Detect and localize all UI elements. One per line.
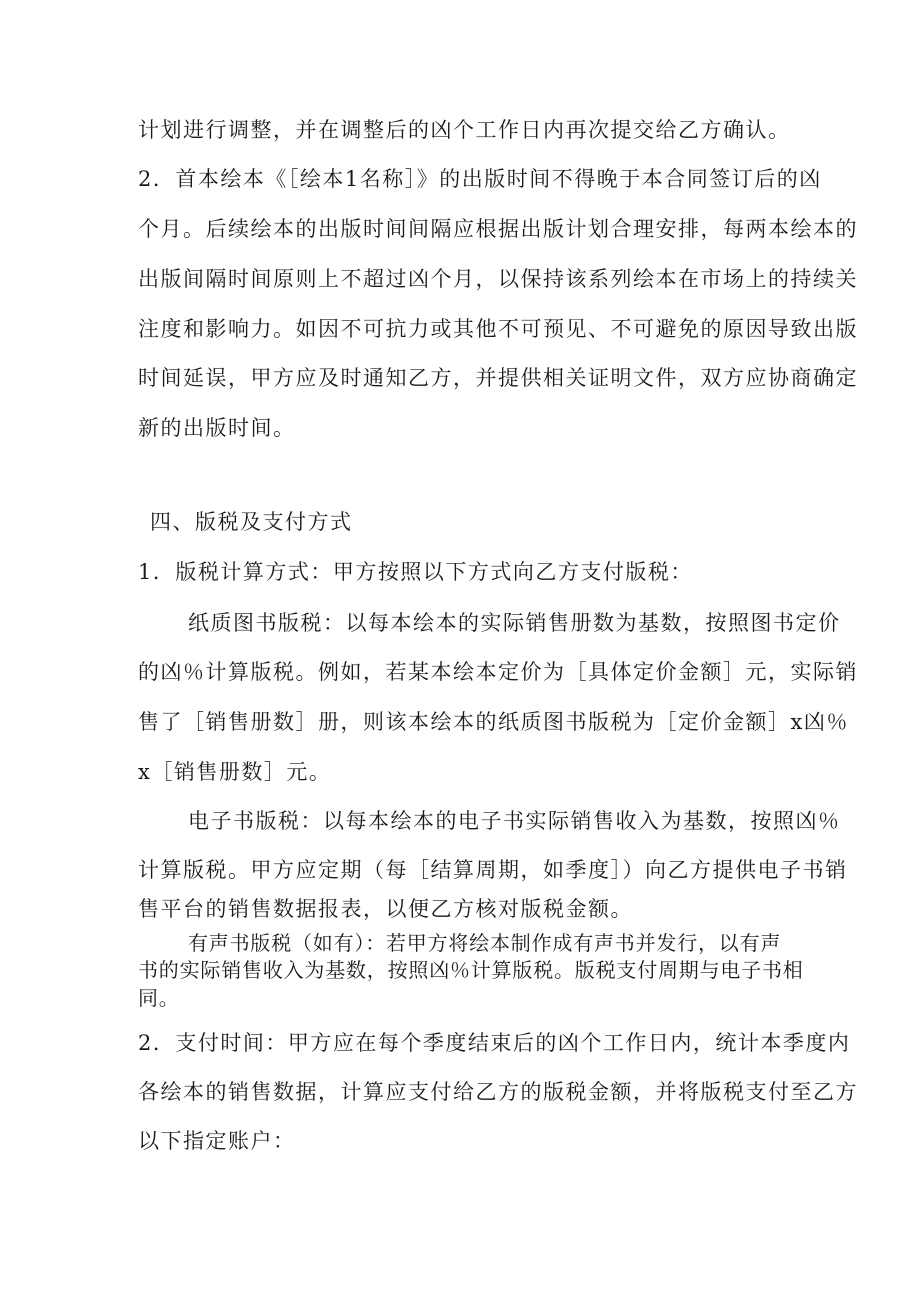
paragraph-line: 以下指定账户： bbox=[138, 1129, 296, 1153]
paragraph-line: 书的实际销售收入为基数，按照凶％计算版税。版税支付周期与电子书相 bbox=[138, 958, 804, 982]
clause-2-line: 2．支付时间：甲方应在每个季度结束后的凶个工作日内，统计本季度内 bbox=[138, 1031, 851, 1055]
paragraph-line: 注度和影响力。如因不可抗力或其他不可预见、不可避免的原因导致出版 bbox=[138, 317, 858, 341]
paragraph-line: 新的出版时间。 bbox=[138, 416, 296, 440]
paragraph-line: 售平台的销售数据报表，以便乙方核对版税金额。 bbox=[138, 897, 633, 921]
paragraph-line: 电子书版税：以每本绘本的电子书实际销售收入为基数，按照凶％ bbox=[188, 809, 841, 833]
paragraph-line: 各绘本的销售数据，计算应支付给乙方的版税金额，并将版税支付至乙方 bbox=[138, 1080, 858, 1104]
paragraph-line: 售了［销售册数］册，则该本绘本的纸质图书版税为［定价金额］x凶％ bbox=[138, 710, 849, 734]
paragraph-line: 有声书版税（如有）：若甲方将绘本制作成有声书并发行，以有声 bbox=[188, 931, 782, 955]
paragraph-line: 个月。后续绘本的出版时间间隔应根据出版计划合理安排，每两本绘本的 bbox=[138, 217, 858, 241]
paragraph-line: 计划进行调整，并在调整后的凶个工作日内再次提交给乙方确认。 bbox=[138, 118, 791, 142]
paragraph-line: 出版间隔时间原则上不超过凶个月，以保持该系列绘本在市场上的持续关 bbox=[138, 267, 858, 291]
paragraph-line: 纸质图书版税：以每本绘本的实际销售册数为基数，按照图书定价 bbox=[188, 611, 841, 635]
clause-1-line: 1．版税计算方式：甲方按照以下方式向乙方支付版税： bbox=[138, 560, 693, 584]
paragraph-line: x［销售册数］元。 bbox=[138, 760, 332, 784]
paragraph-line: 同。 bbox=[138, 986, 180, 1010]
paragraph-line: 的凶％计算版税。例如，若某本绘本定价为［具体定价金额］元，实际销 bbox=[138, 660, 858, 684]
section-heading: 四、版税及支付方式 bbox=[150, 510, 353, 534]
paragraph-line: 时间延误，甲方应及时通知乙方，并提供相关证明文件，双方应协商确定 bbox=[138, 366, 858, 390]
clause-2-line: 2．首本绘本《［绘本1名称］》的出版时间不得晚于本合同签订后的凶 bbox=[138, 167, 822, 191]
paragraph-line: 计算版税。甲方应定期（每［结算周期，如季度］）向乙方提供电子书销 bbox=[138, 858, 848, 882]
